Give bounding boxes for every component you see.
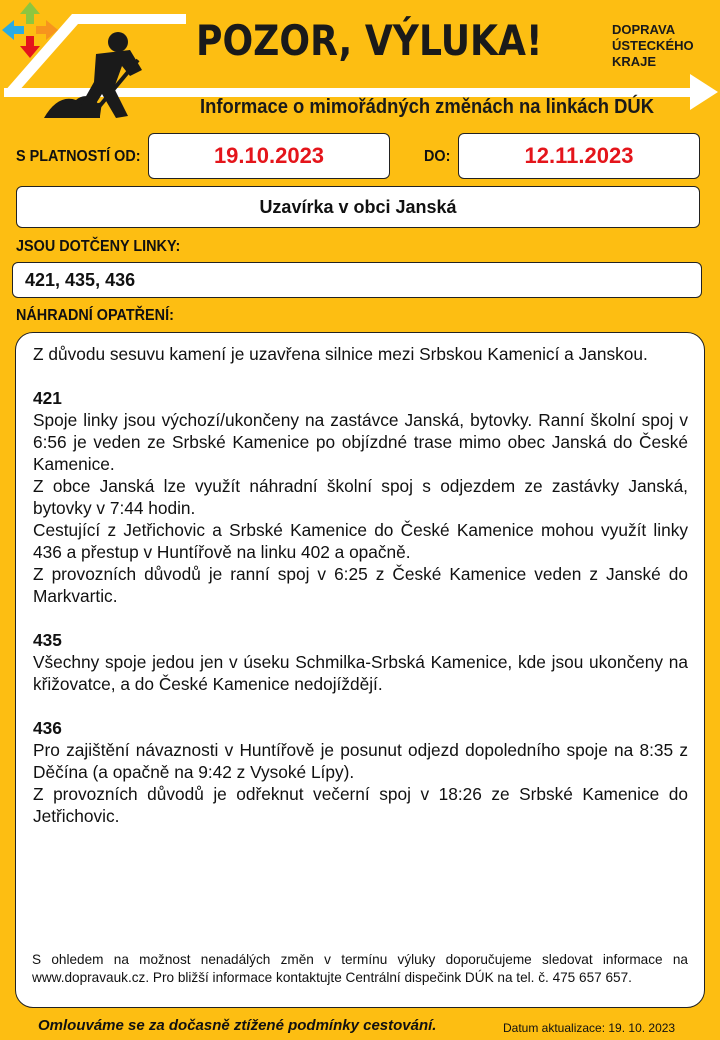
measures-label: NÁHRADNÍ OPATŘENÍ:	[16, 307, 174, 324]
header-banner	[0, 0, 720, 130]
section-line-436: 436	[33, 718, 62, 738]
brand-line: ÚSTECKÉHO	[612, 38, 694, 53]
valid-from-label: S PLATNOSTÍ OD:	[16, 148, 141, 165]
section-line-435: 435	[33, 630, 62, 650]
section-paragraph: Pro zajištění návaznosti v Huntířově je posunut odjezd dopoledního spoje na 8:35 z Děčína (a opačně na 9:42 z Vysoké Lípy).	[33, 740, 688, 782]
page-subtitle: Informace o mimořádných změnách na linkách DÚK	[200, 96, 654, 118]
brand-line: KRAJE	[612, 54, 657, 69]
arrows-logo-icon	[0, 0, 60, 60]
apology-text: Omlouváme se za dočasně ztížené podmínky cestování.	[38, 1017, 437, 1034]
brand-name	[612, 22, 694, 70]
info-note: S ohledem na možnost nenadálých změn v termínu výluky doporučujeme sledovat informace na www.dopravauk.cz. Pro bližší informace kontaktujte Centrální dispečink DÚK na tel. č. 475 657 657.	[32, 952, 688, 985]
brand-line: DOPRAVA	[612, 22, 676, 37]
section-line-421: 421	[33, 388, 62, 408]
section-paragraph: Z provozních důvodů je ranní spoj v 6:25 z České Kamenice veden z Janské do Markvartic.	[33, 564, 688, 606]
valid-to-value: 12.11.2023	[458, 133, 700, 179]
affected-lines-value: 421, 435, 436	[12, 262, 702, 298]
section-paragraph: Cestující z Jetřichovic a Srbské Kamenice do České Kamenice mohou využít linky 436 a přestup v Huntířově na linku 402 a opačně.	[33, 520, 688, 562]
section-paragraph: Z provozních důvodů je odřeknut večerní spoj v 18:26 ze Srbské Kamenice do Jetřichovic.	[33, 784, 688, 826]
section-paragraph: Spoje linky jsou výchozí/ukončeny na zastávce Janská, bytovky. Ranní školní spoj v 6:56 je veden ze Srbské Kamenice po objízdné trase mimo obec Janská do České Kamenice.	[33, 410, 688, 474]
valid-from-value: 19.10.2023	[148, 133, 390, 179]
section-paragraph: Všechny spoje jedou jen v úseku Schmilka-Srbská Kamenice, kde jsou ukončeny na křižovatce, a do České Kamenice nedojíždějí.	[33, 652, 688, 694]
valid-to-label: DO:	[424, 148, 451, 165]
page-title: POZOR, VÝLUKA!	[196, 16, 543, 65]
section-paragraph: Z obce Janská lze využít náhradní školní spoj s odjezdem ze zastávky Janská, bytovky v 7:44 hodin.	[33, 476, 688, 518]
update-date: Datum aktualizace: 19. 10. 2023	[503, 1021, 676, 1035]
headline: Uzavírka v obci Janská	[16, 186, 700, 228]
measures-box	[15, 332, 705, 1008]
affected-lines-label: JSOU DOTČENY LINKY:	[16, 238, 181, 255]
intro-text: Z důvodu sesuvu kamení je uzavřena silnice mezi Srbskou Kamenicí a Janskou.	[33, 344, 648, 364]
